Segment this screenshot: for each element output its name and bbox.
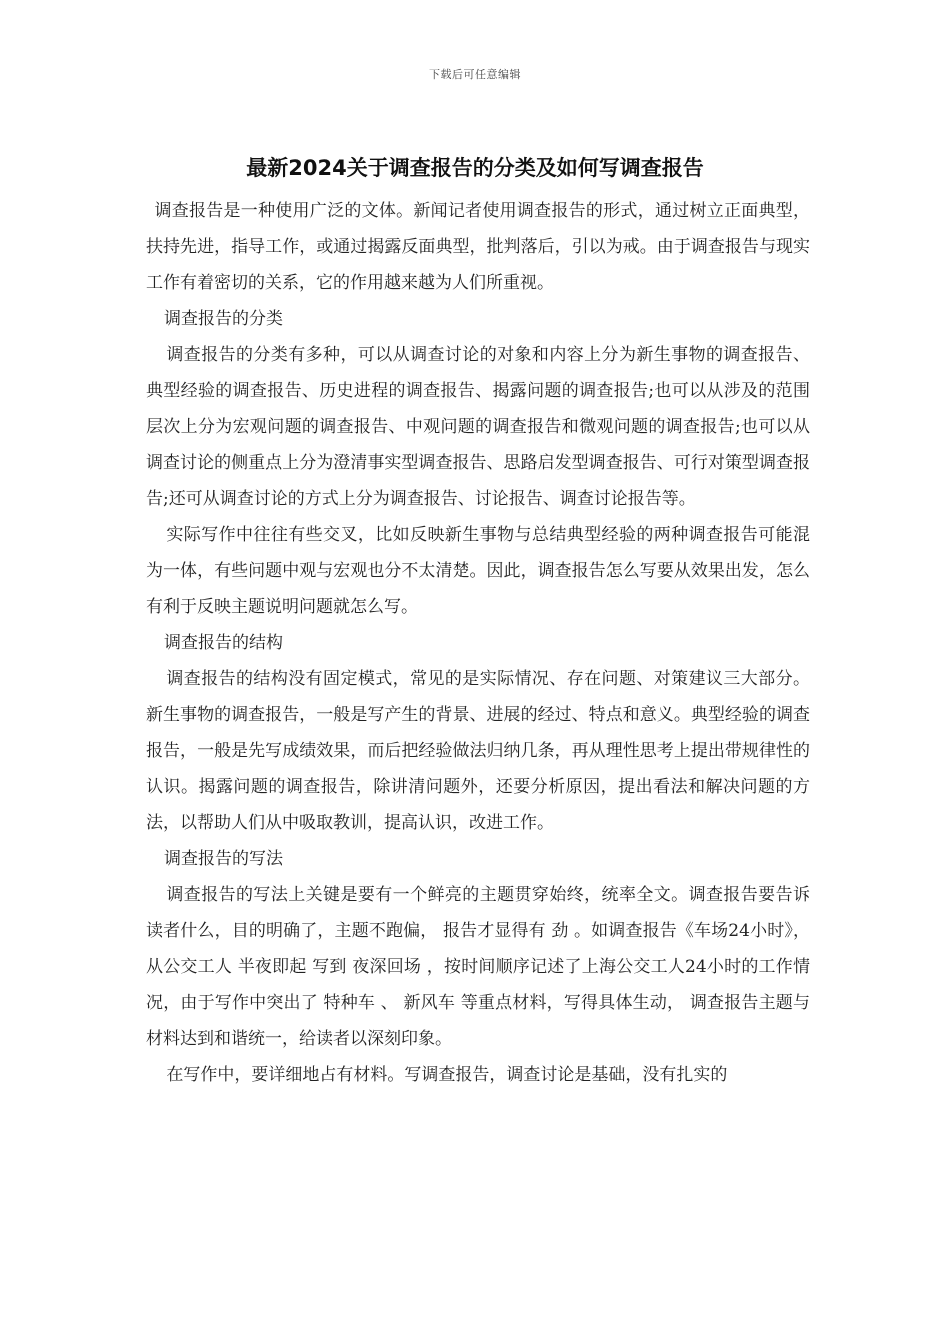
- section-heading-structure: 调查报告的结构: [164, 633, 283, 653]
- paragraph-classification-2: 实际写作中往往有些交叉，比如反映新生事物与总结典型经验的两种调查报告可能混为一体，有些问题中观与宏观也分不太清楚。因此，调查报告怎么写要从效果出发，怎么有利于反映主题说明问题就怎么写。: [146, 525, 810, 617]
- paragraph-classification-1: 调查报告的分类有多种，可以从调查讨论的对象和内容上分为新生事物的调查报告、典型经验的调查报告、历史进程的调查报告、揭露问题的调查报告;也可以从涉及的范围层次上分为宏观问题的调查报告、中观问题的调查报告和微观问题的调查报告;也可以从 调查讨论的侧重点上分为澄清事实型调查报告、思路启发型调查报告、可行对策型调查报告;还可从调查讨论的方式上分为调查报告、讨论报告、调查讨论报告等。: [146, 345, 810, 509]
- paragraph-writing-2: 在写作中，要详细地占有材料。写调查报告，调查讨论是基础，没有扎实的: [166, 1065, 728, 1085]
- intro-paragraph: 调查报告是一种使用广泛的文体。新闻记者使用调查报告的形式，通过树立正面典型，扶持先进，指导工作，或通过揭露反面典型，批判落后，引以为戒。由于调查报告与现实工作有着密切的关系，它的作用越来越为人们所重视。: [146, 201, 810, 293]
- section-heading-writing: 调查报告的写法: [164, 849, 283, 869]
- paragraph-structure-1: 调查报告的结构没有固定模式，常见的是实际情况、存在问题、对策建议三大部分。新生事物的调查报告，一般是写产生的背景、进展的经过、特点和意义。典型经验的调查报告，一般是先写成绩效果，而后把经验做法归纳几条，再从理性思考上提出带规律性的认识。揭露问题的调查报告，除讲清问题外，还要分析原因，提出看法和解决问题的方法，以帮助人们从中吸取教训，提高认识，改进工作。: [146, 669, 810, 833]
- document-title: 最新2024关于调查报告的分类及如何写调查报告: [246, 156, 704, 180]
- section-heading-classification: 调查报告的分类: [164, 309, 283, 329]
- document-body: [146, 193, 810, 1093]
- paragraph-writing-1: 调查报告的写法上关键是要有一个鲜亮的主题贯穿始终，统率全文。调查报告要告诉读者什么，目的明确了，主题不跑偏， 报告才显得有 劲 。如调查报告《车场24小时》，从公交工人 半夜即起 写到 夜深回场 ，按时间顺序记述了上海公交工人24小时的工作情况，由于写作中突出了 特种车 、 新风车 等重点材料，写得具体生动， 调查报告主题与材料达到和谐统一，给读者以深刻印象。: [146, 885, 810, 1049]
- header-note: 下载后可任意编辑: [429, 68, 521, 81]
